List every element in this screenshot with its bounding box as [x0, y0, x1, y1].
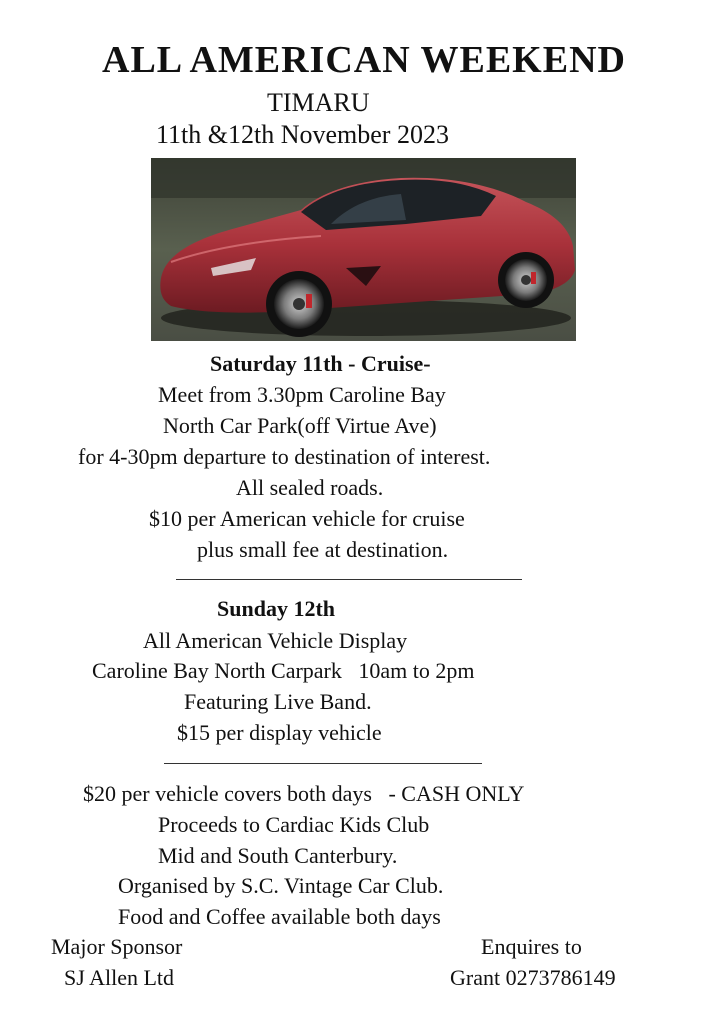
car-photo: [151, 158, 576, 341]
sunday-line: $15 per display vehicle: [177, 720, 382, 745]
saturday-line: North Car Park(off Virtue Ave): [163, 413, 437, 438]
general-line: $20 per vehicle covers both days - CASH ONLY: [83, 781, 525, 806]
section-divider: [176, 579, 522, 580]
sponsor-name: SJ Allen Ltd: [64, 965, 175, 990]
sunday-line: Featuring Live Band.: [184, 689, 372, 714]
saturday-line: All sealed roads.: [236, 475, 384, 500]
saturday-line: for 4-30pm departure to destination of interest.: [78, 444, 491, 469]
section-divider: [164, 763, 482, 764]
saturday-line: plus small fee at destination.: [197, 537, 449, 562]
saturday-line: Meet from 3.30pm Caroline Bay: [158, 382, 446, 407]
event-title: ALL AMERICAN WEEKEND: [102, 39, 626, 81]
general-line: Organised by S.C. Vintage Car Club.: [118, 873, 444, 898]
sunday-line: Caroline Bay North Carpark 10am to 2pm: [92, 658, 475, 683]
general-line: Proceeds to Cardiac Kids Club: [158, 812, 430, 837]
sponsor-label: Major Sponsor: [51, 934, 183, 959]
general-line: Food and Coffee available both days: [118, 904, 441, 929]
enquiries-label: Enquires to: [481, 934, 582, 959]
saturday-line: $10 per American vehicle for cruise: [149, 506, 465, 531]
saturday-heading: Saturday 11th - Cruise-: [210, 351, 431, 376]
red-sports-car-image: [151, 158, 576, 341]
enquiries-contact: Grant 0273786149: [450, 965, 616, 990]
general-line: Mid and South Canterbury.: [158, 843, 398, 868]
sunday-line: All American Vehicle Display: [143, 628, 408, 653]
event-dates: 11th &12th November 2023: [156, 120, 449, 149]
event-location: TIMARU: [267, 88, 370, 117]
sunday-heading: Sunday 12th: [217, 596, 336, 621]
